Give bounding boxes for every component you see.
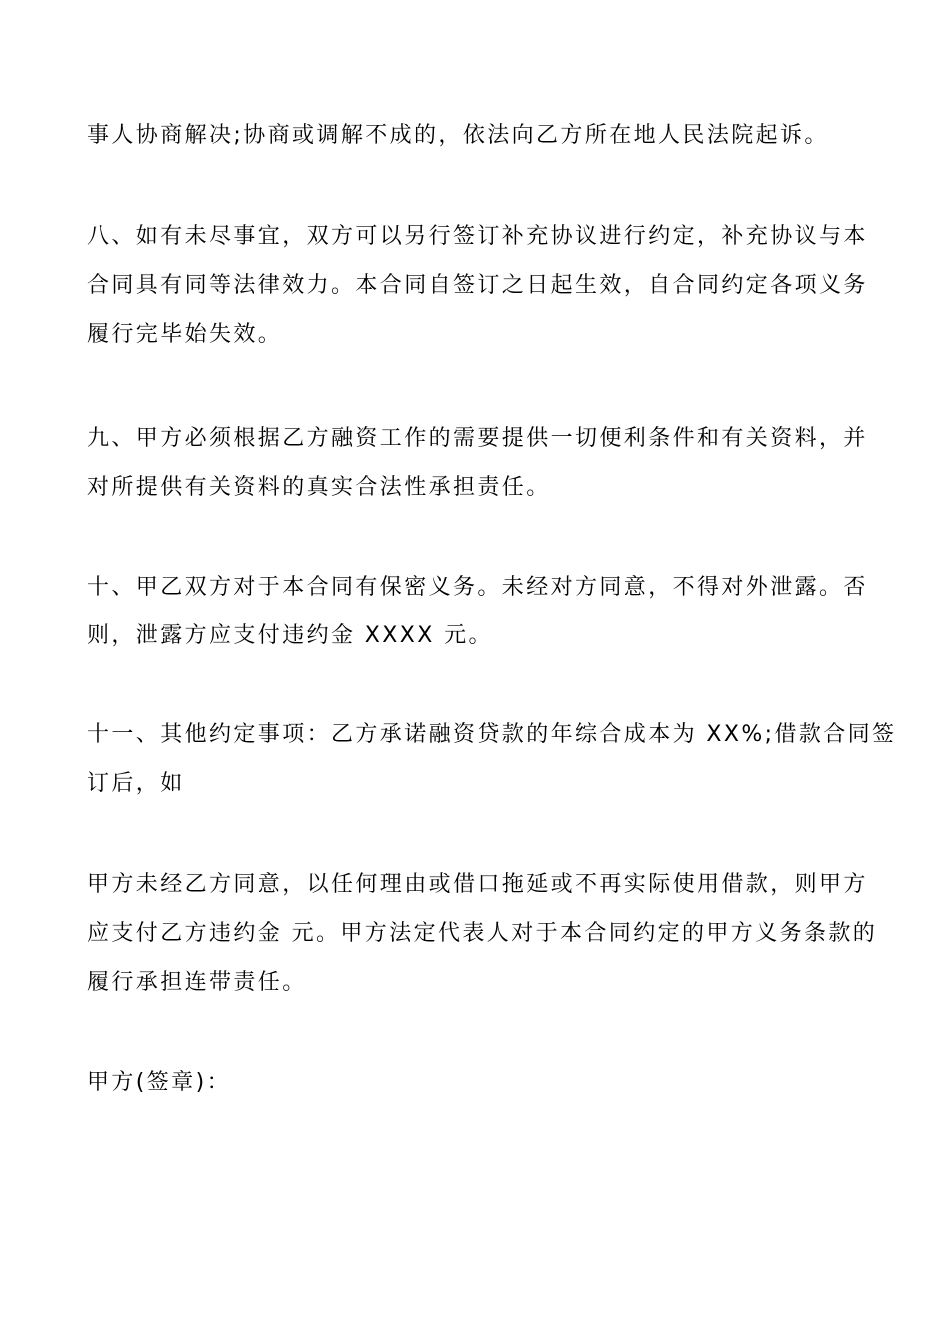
- article-10-line-2: 则，泄露方应支付违约金 XXXX 元。: [87, 623, 493, 648]
- article-11-cont-line-1: 甲方未经乙方同意，以任何理由或借口拖延或不再实际使用借款，则甲方: [87, 872, 868, 897]
- article-11-line-1: 十一、其他约定事项：乙方承诺融资贷款的年综合成本为 XX%;借款合同签: [87, 722, 897, 747]
- paragraph-dispute-line-1: 事人协商解决;协商或调解不成的，依法向乙方所在地人民法院起诉。: [87, 123, 829, 148]
- article-8-line-3: 履行完毕始失效。: [87, 322, 283, 347]
- article-8-line-2: 合同具有同等法律效力。本合同自签订之日起生效，自合同约定各项义务: [87, 273, 868, 298]
- article-8-line-1: 八、如有未尽事宜，双方可以另行签订补充协议进行约定，补充协议与本: [87, 224, 868, 249]
- article-9-line-2: 对所提供有关资料的真实合法性承担责任。: [87, 475, 551, 500]
- article-11-line-2: 订后，如: [87, 771, 185, 796]
- article-11-cont-line-3: 履行承担连带责任。: [87, 970, 307, 995]
- signature-party-a: 甲方(签章)：: [87, 1070, 231, 1095]
- article-11-cont-line-2: 应支付乙方违约金 元。甲方法定代表人对于本合同约定的甲方义务条款的: [87, 921, 878, 946]
- article-9-line-1: 九、甲方必须根据乙方融资工作的需要提供一切便利条件和有关资料，并: [87, 426, 868, 451]
- article-10-line-1: 十、甲乙双方对于本合同有保密义务。未经对方同意，不得对外泄露。否: [87, 575, 868, 600]
